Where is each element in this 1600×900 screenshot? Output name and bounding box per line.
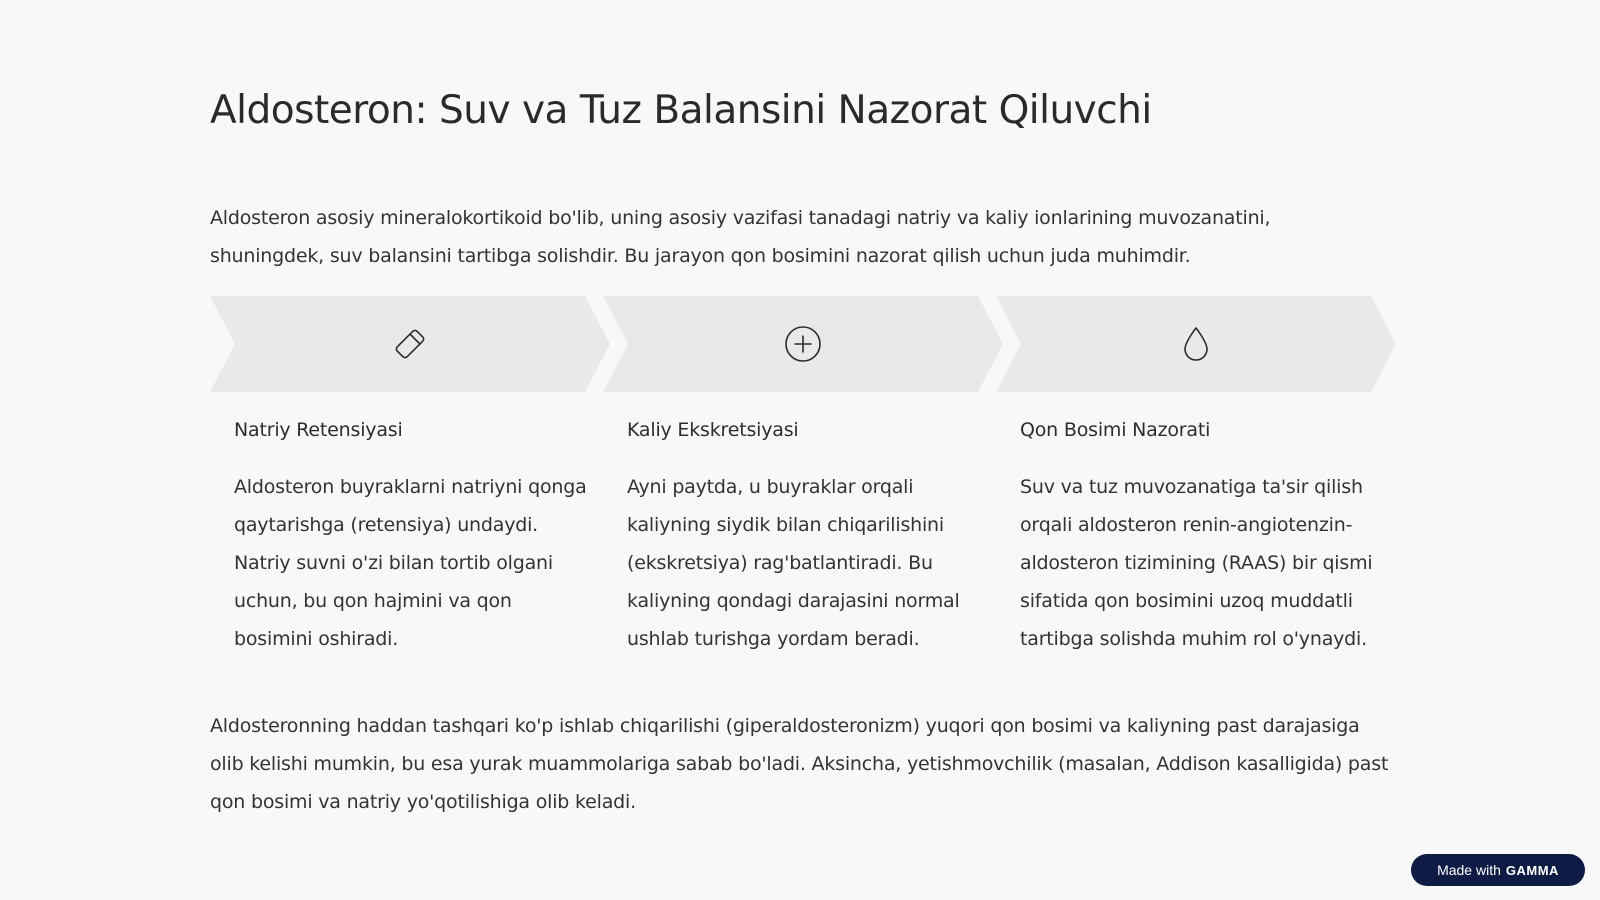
chevron-banner-1 [210, 296, 610, 392]
card-natriy [234, 410, 589, 658]
intro-paragraph: Aldosteron asosiy mineralokortikoid bo'lib, uning asosiy vazifasi tanadagi natriy va kaliy ionlarining muvozanatini, shuningdek, suv balansini tartibga solishdir. Bu jarayon qon bosimini nazorat qilish uchun juda muhimdir. [210, 207, 1271, 267]
card-title: Kaliy Ekskretsiyasi [627, 419, 799, 441]
chevron-banner-2 [603, 296, 1003, 392]
card-text: Suv va tuz muvozanatiga ta'sir qilish orqali aldosteron renin-angiotenzin-aldosteron tizimining (RAAS) bir qismi sifatida qon bosimini uzoq muddatli tartibga solishda muhim rol o'ynaydi. [1020, 476, 1373, 650]
gamma-logo: GAMMA [1505, 862, 1559, 878]
water-drop-icon [1176, 324, 1216, 364]
card-qon-bosimi [1020, 410, 1375, 658]
card-kaliy [627, 410, 982, 658]
outro-paragraph: Aldosteronning haddan tashqari ko'p ishlab chiqarilishi (giperaldosteronizm) yuqori qon bosimi va kaliyning past darajasiga olib kelishi mumkin, bu esa yurak muammolariga sabab bo'ladi. Aksincha, yetishmovchilik (masalan, Addison kasalligida) past qon bosimi va natriy yo'qotilishiga olib keladi. [210, 715, 1389, 813]
badge-prefix: Made with [1437, 862, 1501, 878]
page-title: Aldosteron: Suv va Tuz Balansini Nazorat Qiluvchi [210, 88, 1152, 133]
card-text: Ayni paytda, u buyraklar orqali kaliyning siydik bilan chiqarilishini (ekskretsiya) rag'batlantiradi. Bu kaliyning qondagi darajasini normal ushlab turishga yordam beradi. [627, 476, 960, 650]
salt-shaker-icon [390, 324, 430, 364]
plus-circle-icon [783, 324, 823, 364]
chevron-banner-3 [996, 296, 1396, 392]
card-text: Aldosteron buyraklarni natriyni qonga qaytarishga (retensiya) undaydi. Natriy suvni o'zi bilan tortib olgani uchun, bu qon hajmini va qon bosimini oshiradi. [234, 476, 587, 650]
made-with-gamma-badge[interactable] [1411, 854, 1585, 886]
card-title: Natriy Retensiyasi [234, 419, 403, 441]
card-title: Qon Bosimi Nazorati [1020, 419, 1211, 441]
